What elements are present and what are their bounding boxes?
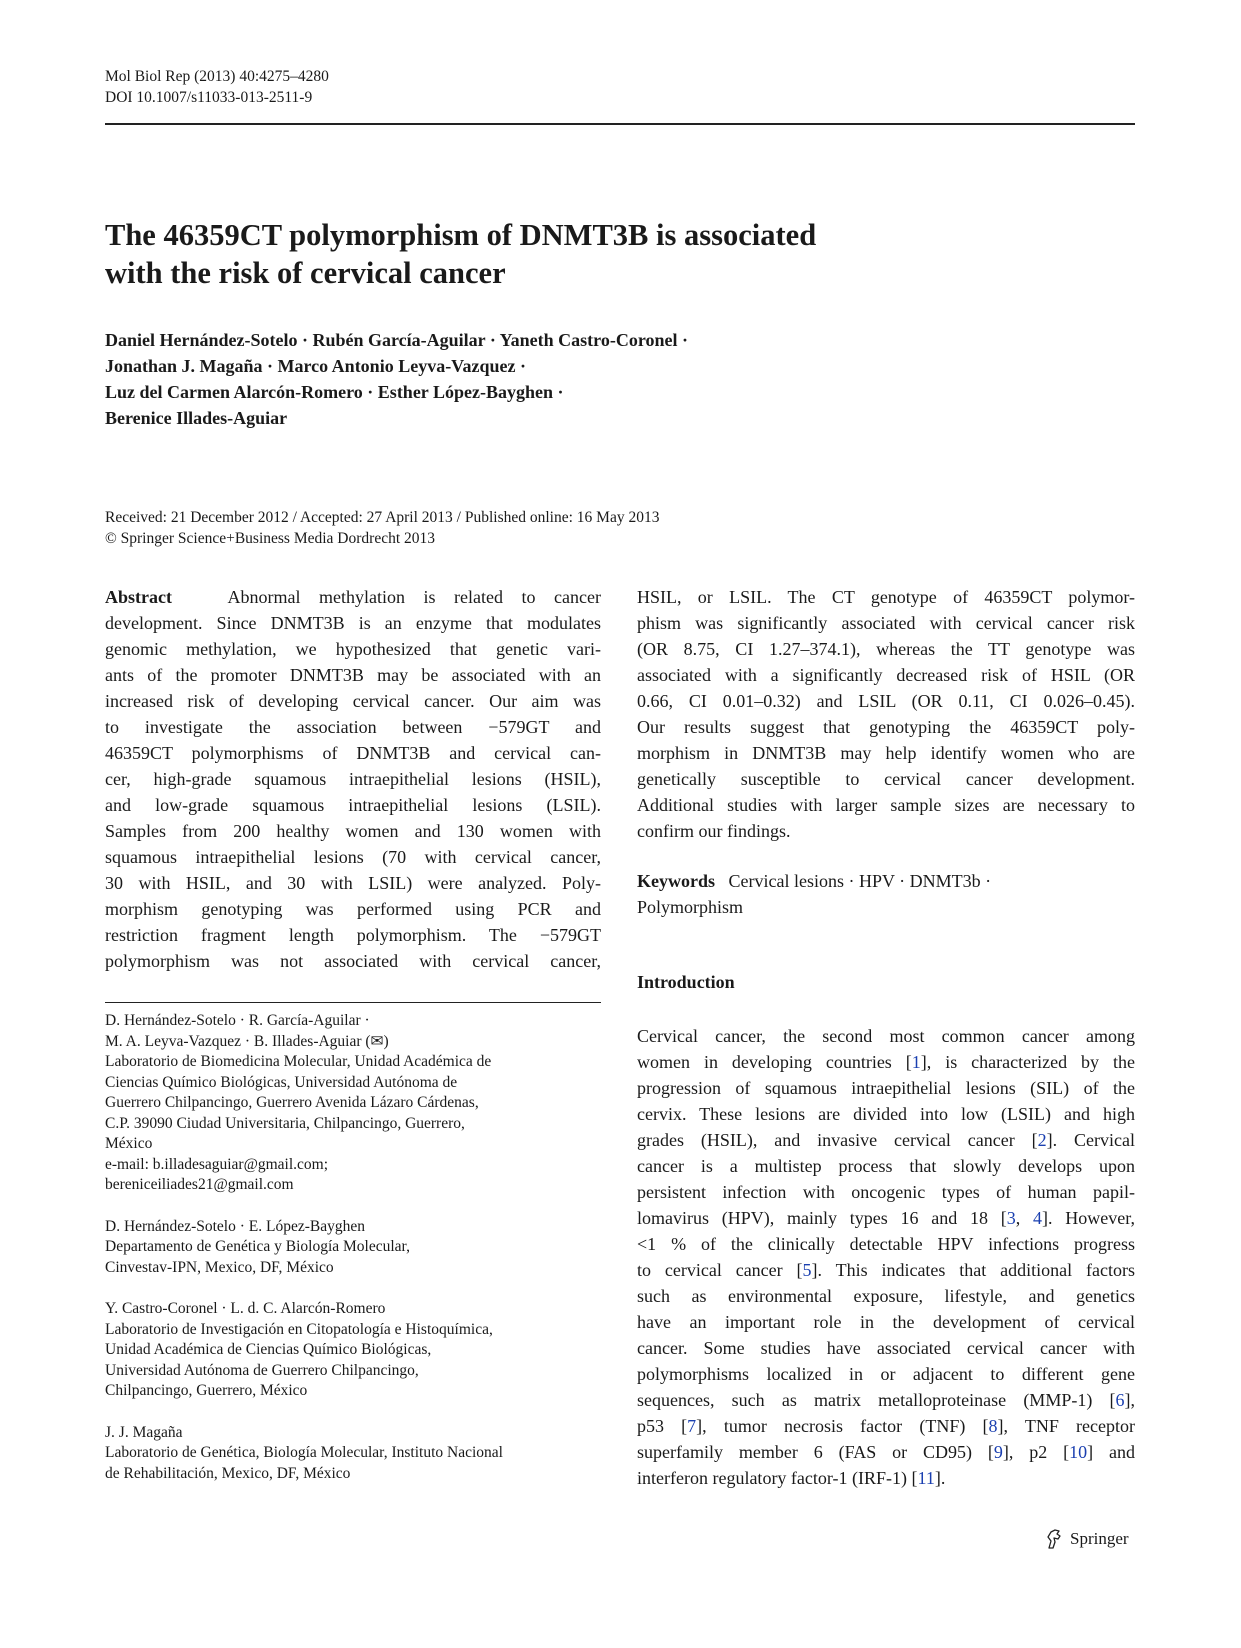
affiliation-line: D. Hernández-Sotelo · R. García-Aguilar · <box>105 1012 370 1029</box>
abstract-line: Our results suggest that genotyping the 46359CT poly- <box>637 717 1135 737</box>
email-line[interactable]: bereniceiliades21@gmail.com <box>105 1176 294 1193</box>
abstract-line: Additional studies with larger sample sizes are necessary to <box>637 795 1135 815</box>
author-line-2: Jonathan J. Magaña · Marco Antonio Leyva-Vazquez · <box>105 356 527 376</box>
doi: DOI 10.1007/s11033-013-2511-9 <box>105 89 313 106</box>
abstract-line: increased risk of developing cervical cancer. Our aim was <box>105 691 601 711</box>
publisher-footer <box>1045 1528 1129 1550</box>
abstract-line: HSIL, or LSIL. The CT genotype of 46359CT polymor- <box>637 587 1135 607</box>
abstract-line: ants of the promoter DNMT3B may be associated with an <box>105 665 601 685</box>
intro-line: interferon regulatory factor-1 (IRF-1) [11]. <box>637 1468 946 1488</box>
affiliation-line: Laboratorio de Genética, Biología Molecular, Instituto Nacional <box>105 1444 503 1461</box>
journal-citation: Mol Biol Rep (2013) 40:4275–4280 <box>105 68 329 85</box>
citation-link[interactable]: 4 <box>1033 1208 1042 1228</box>
affiliation-block <box>105 1217 601 1279</box>
section-heading-introduction: Introduction <box>637 972 735 992</box>
intro-line: persistent infection with oncogenic types of human papil- <box>637 1182 1135 1202</box>
intro-line: have an important role in the development of cervical <box>637 1312 1135 1332</box>
abstract-line: 46359CT polymorphisms of DNMT3B and cervical can- <box>105 743 601 763</box>
header-rule <box>105 123 1135 125</box>
affiliations <box>105 1011 601 1505</box>
journal-header <box>105 66 329 108</box>
intro-line: cancer. Some studies have associated cervical cancer with <box>637 1338 1135 1358</box>
intro-line: <1 % of the clinically detectable HPV infections progress <box>637 1234 1135 1254</box>
abstract-line: associated with a significantly decreased risk of HSIL (OR <box>637 665 1135 685</box>
abstract-line: 0.66, CI 0.01–0.32) and LSIL (OR 0.11, CI 0.026–0.45). <box>637 691 1135 711</box>
abstract-line: morphism genotyping was performed using PCR and <box>105 899 601 919</box>
affiliation-line: de Rehabilitación, Mexico, DF, México <box>105 1464 351 1482</box>
abstract-line: genetically susceptible to cervical cancer development. <box>637 769 1135 789</box>
abstract-line: squamous intraepithelial lesions (70 with cervical cancer, <box>105 847 601 867</box>
title-line-1: The 46359CT polymorphism of DNMT3B is associated <box>105 218 817 252</box>
affiliation-line: M. A. Leyva-Vazquez · B. Illades-Aguiar (✉) <box>105 1032 389 1050</box>
citation-link[interactable]: 10 <box>1069 1442 1088 1462</box>
intro-line: grades (HSIL), and invasive cervical cancer [2]. Cervical <box>637 1130 1136 1150</box>
intro-line: progression of squamous intraepithelial lesions (SIL) of the <box>637 1078 1135 1098</box>
affiliation-line: México <box>105 1135 153 1152</box>
citation-link[interactable]: 3 <box>1006 1208 1016 1228</box>
abstract-right <box>637 584 1135 844</box>
author-list <box>105 327 1005 431</box>
abstract-line: and low-grade squamous intraepithelial lesions (LSIL). <box>105 795 601 815</box>
publication-dates <box>105 507 659 549</box>
affiliation-line: J. J. Magaña <box>105 1423 183 1441</box>
abstract-line: confirm our findings. <box>637 821 791 841</box>
abstract-line: morphism in DNMT3B may help identify women who are <box>637 743 1135 763</box>
affiliation-line: Chilpancingo, Guerrero, México <box>105 1382 308 1399</box>
affiliation-line: Ciencias Químico Biológicas, Universidad Autónoma de <box>105 1073 458 1091</box>
abstract-line: Samples from 200 healthy women and 130 women with <box>105 821 601 841</box>
affiliation-line: Guerrero Chilpancingo, Guerrero Avenida Lázaro Cárdenas, <box>105 1094 479 1111</box>
author-line-3: Luz del Carmen Alarcón-Romero · Esther López-Bayghen · <box>105 382 564 402</box>
affiliation-line: C.P. 39090 Ciudad Universitaria, Chilpancingo, Guerrero, <box>105 1114 465 1132</box>
affiliation-block <box>105 1423 601 1485</box>
author-line-1: Daniel Hernández-Sotelo · Rubén García-Aguilar · Yaneth Castro-Coronel · <box>105 330 688 350</box>
email-line[interactable]: e-mail: b.illadesaguiar@gmail.com; <box>105 1155 329 1173</box>
abstract-heading: Abstract <box>105 587 172 607</box>
keywords-list-2: Polymorphism <box>637 897 744 917</box>
keywords-list: Cervical lesions · HPV · DNMT3b · <box>728 871 992 891</box>
citation-link[interactable]: 7 <box>687 1416 697 1436</box>
affiliation-line: Y. Castro-Coronel · L. d. C. Alarcón-Romero <box>105 1300 386 1317</box>
springer-horse-icon <box>1045 1528 1065 1550</box>
abstract-line: restriction fragment length polymorphism. The −579GT <box>105 925 601 945</box>
intro-line: cervix. These lesions are divided into low (LSIL) and high <box>637 1104 1135 1124</box>
affiliation-line: D. Hernández-Sotelo · E. López-Bayghen <box>105 1217 365 1235</box>
abstract-line: Abstract Abnormal methylation is related to cancer <box>105 587 601 607</box>
citation-link[interactable]: 5 <box>802 1260 812 1280</box>
intro-line: lomavirus (HPV), mainly types 16 and 18 [3, 4]. However, <box>637 1208 1135 1228</box>
title-line-2: with the risk of cervical cancer <box>105 256 506 290</box>
author-line-4: Berenice Illades-Aguiar <box>105 408 288 428</box>
abstract-line: polymorphism was not associated with cervical cancer, <box>105 951 601 971</box>
affiliation-line: Universidad Autónoma de Guerrero Chilpancingo, <box>105 1361 419 1379</box>
abstract-line: genomic methylation, we hypothesized that genetic vari- <box>105 639 601 659</box>
intro-line: sequences, such as matrix metalloproteinase (MMP-1) [6], <box>637 1390 1135 1410</box>
affiliation-rule <box>105 1002 601 1003</box>
abstract-line: phism was significantly associated with cervical cancer risk <box>637 613 1135 633</box>
citation-link[interactable]: 1 <box>911 1052 921 1072</box>
citation-link[interactable]: 6 <box>1115 1390 1125 1410</box>
intro-line: superfamily member 6 (FAS or CD95) [9], p2 [10] and <box>637 1442 1136 1462</box>
intro-line: to cervical cancer [5]. This indicates that additional factors <box>637 1260 1135 1280</box>
affiliation-line: Departamento de Genética y Biología Molecular, <box>105 1238 410 1255</box>
received-accepted-published: Received: 21 December 2012 / Accepted: 27 April 2013 / Published online: 16 May 2013 <box>105 509 660 526</box>
keywords <box>637 868 1135 920</box>
abstract-left <box>105 584 601 974</box>
affiliation-line: Unidad Académica de Ciencias Químico Biológicas, <box>105 1341 432 1358</box>
keywords-heading: Keywords <box>637 871 715 891</box>
introduction-body <box>637 1023 1135 1491</box>
abstract-line: 30 with HSIL, and 30 with LSIL) were analyzed. Poly- <box>105 873 601 893</box>
publisher-name: Springer <box>1070 1529 1129 1548</box>
abstract-line: cer, high-grade squamous intraepithelial lesions (HSIL), <box>105 769 601 789</box>
intro-line: such as environmental exposure, lifestyle, and genetics <box>637 1286 1135 1306</box>
affiliation-block <box>105 1011 601 1196</box>
intro-line: Cervical cancer, the second most common cancer among <box>637 1026 1135 1046</box>
intro-line: women in developing countries [1], is characterized by the <box>637 1052 1135 1072</box>
citation-link[interactable]: 8 <box>988 1416 998 1436</box>
affiliation-block <box>105 1299 601 1402</box>
abstract-line: development. Since DNMT3B is an enzyme that modulates <box>105 613 601 633</box>
intro-line: cancer is a multistep process that slowly develops upon <box>637 1156 1135 1176</box>
abstract-line: to investigate the association between −579GT and <box>105 717 601 737</box>
affiliation-line: Laboratorio de Biomedicina Molecular, Unidad Académica de <box>105 1053 492 1070</box>
intro-line: polymorphisms localized in or adjacent to different gene <box>637 1364 1135 1384</box>
paper-title <box>105 216 1005 292</box>
citation-link[interactable]: 2 <box>1037 1130 1047 1150</box>
affiliation-line: Cinvestav-IPN, Mexico, DF, México <box>105 1258 334 1276</box>
affiliation-line: Laboratorio de Investigación en Citopatología e Histoquímica, <box>105 1320 493 1338</box>
copyright: © Springer Science+Business Media Dordrecht 2013 <box>105 530 436 547</box>
intro-line: p53 [7], tumor necrosis factor (TNF) [8], TNF receptor <box>637 1416 1135 1436</box>
abstract-line: (OR 8.75, CI 1.27–374.1), whereas the TT genotype was <box>637 639 1135 659</box>
citation-link[interactable]: 9 <box>993 1442 1003 1462</box>
citation-link[interactable]: 11 <box>917 1468 935 1488</box>
